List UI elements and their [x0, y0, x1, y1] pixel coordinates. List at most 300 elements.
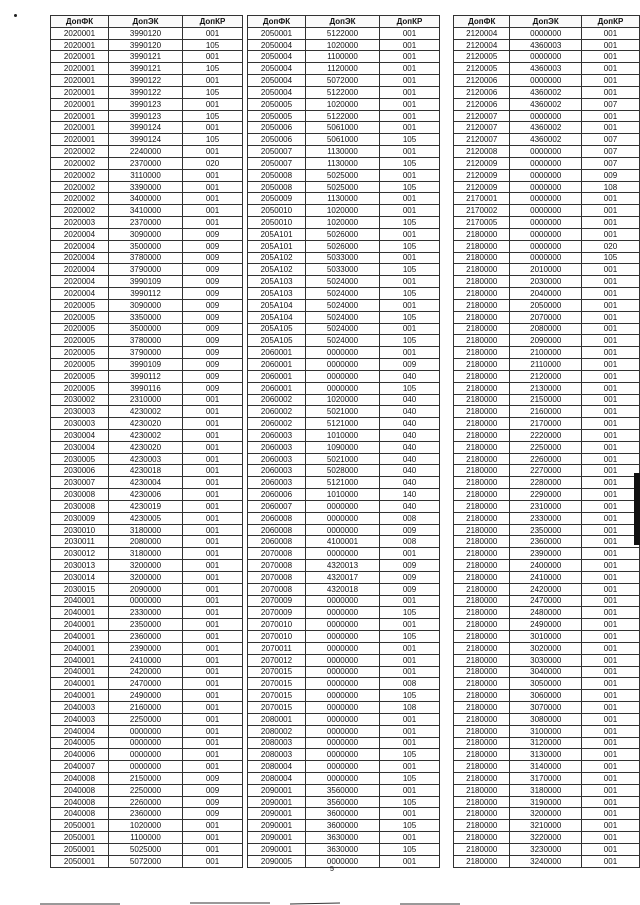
table-row: [51, 796, 243, 808]
cell-dopek: 2110000: [510, 359, 582, 371]
cell-dopfk: 2180000: [454, 276, 510, 288]
cell-dopek: 2280000: [510, 477, 582, 489]
cell-dopfk: 2040008: [51, 796, 109, 808]
table-row: [454, 453, 640, 465]
cell-dopek: 4360003: [510, 63, 582, 75]
cell-dopfk: 205А102: [248, 252, 306, 264]
cell-dopkr: 001: [581, 394, 639, 406]
cell-dopkr: 001: [581, 737, 639, 749]
table-row: [248, 619, 440, 631]
cell-dopek: 2310000: [109, 394, 183, 406]
table-row: [248, 548, 440, 560]
table-row: [248, 311, 440, 323]
cell-dopkr: 009: [183, 311, 243, 323]
cell-dopkr: 009: [183, 773, 243, 785]
cell-dopfk: 2040003: [51, 713, 109, 725]
cell-dopek: 5026000: [306, 240, 380, 252]
cell-dopek: 2410000: [109, 654, 183, 666]
cell-dopfk: 2070008: [248, 571, 306, 583]
table-row: [248, 406, 440, 418]
cell-dopek: 2260000: [109, 796, 183, 808]
cell-dopkr: 001: [581, 382, 639, 394]
cell-dopek: 2090000: [109, 583, 183, 595]
table-row: [248, 560, 440, 572]
cell-dopek: 0000000: [510, 51, 582, 63]
cell-dopfk: 2050010: [248, 205, 306, 217]
table-row: [51, 465, 243, 477]
cell-dopek: 3780000: [109, 252, 183, 264]
cell-dopfk: 2020005: [51, 299, 109, 311]
table-row: [51, 299, 243, 311]
cell-dopek: 3990123: [109, 98, 183, 110]
cell-dopfk: 2170005: [454, 217, 510, 229]
cell-dopkr: 001: [380, 855, 440, 867]
cell-dopfk: 2050001: [51, 843, 109, 855]
header-dopfk: ДопФК: [248, 16, 306, 28]
table-row: [51, 157, 243, 169]
table-row: [454, 429, 640, 441]
cell-dopek: 3100000: [510, 725, 582, 737]
table-row: [454, 583, 640, 595]
cell-dopkr: 105: [380, 631, 440, 643]
cell-dopek: 5025000: [306, 169, 380, 181]
cell-dopkr: 105: [380, 134, 440, 146]
cell-dopfk: 2050001: [51, 820, 109, 832]
cell-dopek: 5024000: [306, 311, 380, 323]
table-row: [51, 631, 243, 643]
cell-dopek: 3040000: [510, 666, 582, 678]
cell-dopkr: 001: [183, 429, 243, 441]
cell-dopfk: 2040007: [51, 761, 109, 773]
table-row: [248, 264, 440, 276]
cell-dopek: 0000000: [306, 702, 380, 714]
table-row: [454, 749, 640, 761]
table-row: [454, 228, 640, 240]
cell-dopkr: 001: [581, 39, 639, 51]
cell-dopek: 2240000: [109, 146, 183, 158]
cell-dopek: 3180000: [510, 784, 582, 796]
cell-dopek: 4360002: [510, 122, 582, 134]
cell-dopek: 5072000: [109, 855, 183, 867]
cell-dopek: 1100000: [109, 832, 183, 844]
table-row: [454, 761, 640, 773]
cell-dopek: 3030000: [510, 654, 582, 666]
cell-dopkr: 001: [183, 595, 243, 607]
cell-dopek: 2220000: [510, 429, 582, 441]
cell-dopek: 3200000: [510, 808, 582, 820]
table-row: [248, 98, 440, 110]
cell-dopkr: 001: [183, 75, 243, 87]
cell-dopek: 3990122: [109, 75, 183, 87]
table-row: [51, 394, 243, 406]
cell-dopfk: 2120009: [454, 169, 510, 181]
cell-dopkr: 001: [183, 548, 243, 560]
cell-dopek: 3990124: [109, 122, 183, 134]
cell-dopfk: 2080003: [248, 737, 306, 749]
cell-dopek: 0000000: [510, 217, 582, 229]
cell-dopfk: 2040001: [51, 690, 109, 702]
cell-dopkr: 009: [183, 299, 243, 311]
cell-dopkr: 001: [380, 323, 440, 335]
table-row: [454, 832, 640, 844]
table-row: [248, 642, 440, 654]
cell-dopkr: 007: [581, 157, 639, 169]
cell-dopek: 2470000: [510, 595, 582, 607]
table-row: [454, 359, 640, 371]
table-row: [248, 169, 440, 181]
cell-dopfk: 2180000: [454, 288, 510, 300]
cell-dopfk: 2180000: [454, 713, 510, 725]
cell-dopfk: 205А104: [248, 299, 306, 311]
table-row: [454, 725, 640, 737]
cell-dopek: 4230018: [109, 465, 183, 477]
table-row: [248, 134, 440, 146]
cell-dopek: 1130000: [306, 146, 380, 158]
table-row: [51, 288, 243, 300]
cell-dopkr: 001: [581, 690, 639, 702]
cell-dopek: 0000000: [306, 666, 380, 678]
cell-dopfk: 2090001: [248, 808, 306, 820]
cell-dopkr: 001: [183, 465, 243, 477]
cell-dopkr: 001: [581, 725, 639, 737]
cell-dopek: 4230020: [109, 441, 183, 453]
cell-dopek: 1090000: [306, 441, 380, 453]
cell-dopfk: 2080004: [248, 761, 306, 773]
cell-dopfk: 205А103: [248, 276, 306, 288]
cell-dopek: 3990124: [109, 134, 183, 146]
cell-dopfk: 2180000: [454, 654, 510, 666]
cell-dopek: 0000000: [306, 548, 380, 560]
cell-dopek: 2400000: [510, 560, 582, 572]
table-row: [454, 654, 640, 666]
cell-dopfk: 2180000: [454, 441, 510, 453]
cell-dopfk: 2070015: [248, 702, 306, 714]
cell-dopek: 2470000: [109, 678, 183, 690]
cell-dopek: 3500000: [109, 240, 183, 252]
cell-dopkr: 001: [581, 335, 639, 347]
table-row: [454, 843, 640, 855]
cell-dopek: 1120000: [306, 63, 380, 75]
cell-dopek: 0000000: [510, 205, 582, 217]
table-row: [454, 27, 640, 39]
cell-dopkr: 001: [380, 832, 440, 844]
cell-dopfk: 2180000: [454, 370, 510, 382]
table-row: [454, 382, 640, 394]
cell-dopek: 3220000: [510, 832, 582, 844]
cell-dopkr: 009: [183, 288, 243, 300]
cell-dopkr: 001: [380, 713, 440, 725]
table-row: [454, 619, 640, 631]
cell-dopek: 3090000: [109, 299, 183, 311]
cell-dopfk: 205А105: [248, 335, 306, 347]
cell-dopkr: 001: [380, 725, 440, 737]
cell-dopek: 3990112: [109, 288, 183, 300]
cell-dopek: 0000000: [306, 737, 380, 749]
header-dopek: ДопЭК: [510, 16, 582, 28]
code-table-2: [247, 15, 440, 868]
cell-dopkr: 001: [581, 441, 639, 453]
cell-dopkr: 001: [183, 571, 243, 583]
cell-dopfk: 2060008: [248, 536, 306, 548]
cell-dopfk: 2070011: [248, 642, 306, 654]
table-row: [51, 784, 243, 796]
cell-dopkr: 001: [581, 75, 639, 87]
cell-dopek: 5024000: [306, 323, 380, 335]
cell-dopfk: 2030008: [51, 489, 109, 501]
cell-dopfk: 2020005: [51, 382, 109, 394]
cell-dopfk: 2040004: [51, 725, 109, 737]
table-row: [248, 359, 440, 371]
cell-dopek: 2080000: [510, 323, 582, 335]
cell-dopkr: 001: [183, 98, 243, 110]
cell-dopek: 1020000: [306, 39, 380, 51]
cell-dopkr: 001: [380, 51, 440, 63]
cell-dopfk: 2040003: [51, 702, 109, 714]
cell-dopkr: 008: [380, 678, 440, 690]
cell-dopfk: 2020002: [51, 146, 109, 158]
table-row: [51, 75, 243, 87]
table-row: [248, 631, 440, 643]
cell-dopfk: 2040001: [51, 607, 109, 619]
cell-dopek: 0000000: [306, 855, 380, 867]
cell-dopkr: 001: [183, 713, 243, 725]
cell-dopek: 3990120: [109, 27, 183, 39]
table-row: [454, 240, 640, 252]
cell-dopkr: 105: [380, 607, 440, 619]
cell-dopkr: 001: [581, 347, 639, 359]
cell-dopfk: 2020004: [51, 288, 109, 300]
table-row: [454, 276, 640, 288]
cell-dopkr: 001: [183, 619, 243, 631]
cell-dopfk: 2180000: [454, 702, 510, 714]
scan-dot: [14, 14, 17, 17]
cell-dopkr: 001: [581, 264, 639, 276]
cell-dopek: 5026000: [306, 228, 380, 240]
table-row: [248, 678, 440, 690]
cell-dopkr: 001: [380, 27, 440, 39]
cell-dopkr: 105: [581, 252, 639, 264]
table-row: [248, 252, 440, 264]
cell-dopfk: 2050010: [248, 217, 306, 229]
cell-dopek: 4320018: [306, 583, 380, 595]
cell-dopkr: 009: [581, 169, 639, 181]
cell-dopfk: 2060003: [248, 453, 306, 465]
cell-dopfk: 2050001: [51, 855, 109, 867]
table-row: [454, 370, 640, 382]
table-row: [51, 560, 243, 572]
cell-dopkr: 001: [581, 86, 639, 98]
cell-dopkr: 007: [581, 98, 639, 110]
cell-dopfk: 2040001: [51, 654, 109, 666]
table-row: [454, 39, 640, 51]
scan-bottom-artifact: [40, 897, 600, 905]
cell-dopkr: 001: [183, 146, 243, 158]
cell-dopkr: 105: [380, 181, 440, 193]
cell-dopek: 2090000: [510, 335, 582, 347]
cell-dopfk: 2040001: [51, 631, 109, 643]
cell-dopkr: 009: [183, 359, 243, 371]
cell-dopfk: 2020002: [51, 193, 109, 205]
cell-dopek: 1130000: [306, 157, 380, 169]
cell-dopkr: 140: [380, 489, 440, 501]
cell-dopkr: 020: [183, 157, 243, 169]
cell-dopkr: 009: [183, 323, 243, 335]
table-row: [248, 855, 440, 867]
cell-dopfk: 2180000: [454, 560, 510, 572]
cell-dopfk: 2180000: [454, 299, 510, 311]
table-row: [51, 678, 243, 690]
cell-dopek: 0000000: [510, 110, 582, 122]
cell-dopfk: 2180000: [454, 359, 510, 371]
cell-dopfk: 2020002: [51, 205, 109, 217]
cell-dopfk: 2180000: [454, 394, 510, 406]
cell-dopek: 2070000: [510, 311, 582, 323]
cell-dopfk: 2180000: [454, 500, 510, 512]
cell-dopfk: 2050004: [248, 86, 306, 98]
table-row: [248, 240, 440, 252]
table-row: [454, 110, 640, 122]
cell-dopkr: 001: [380, 193, 440, 205]
table-row: [248, 843, 440, 855]
table-row: [51, 773, 243, 785]
cell-dopfk: 2020005: [51, 311, 109, 323]
table-row: [248, 205, 440, 217]
cell-dopfk: 2180000: [454, 796, 510, 808]
cell-dopfk: 2120007: [454, 134, 510, 146]
cell-dopfk: 2070010: [248, 631, 306, 643]
cell-dopfk: 2020004: [51, 228, 109, 240]
cell-dopkr: 001: [380, 75, 440, 87]
table-row: [454, 63, 640, 75]
cell-dopek: 5024000: [306, 299, 380, 311]
table-row: [248, 713, 440, 725]
table-row: [248, 784, 440, 796]
cell-dopkr: 001: [183, 607, 243, 619]
table-row: [454, 75, 640, 87]
table-row: [454, 465, 640, 477]
cell-dopkr: 001: [380, 666, 440, 678]
cell-dopfk: 2070015: [248, 678, 306, 690]
header-dopkr: ДопКР: [581, 16, 639, 28]
cell-dopkr: 001: [581, 678, 639, 690]
cell-dopfk: 2180000: [454, 690, 510, 702]
table-row: [51, 524, 243, 536]
cell-dopek: 3130000: [510, 749, 582, 761]
cell-dopkr: 001: [581, 524, 639, 536]
table-row: [454, 264, 640, 276]
cell-dopfk: 2180000: [454, 583, 510, 595]
cell-dopek: 0000000: [306, 749, 380, 761]
table-row: [248, 27, 440, 39]
cell-dopfk: 2020002: [51, 169, 109, 181]
table-row: [51, 347, 243, 359]
cell-dopfk: 2180000: [454, 347, 510, 359]
table-row: [248, 500, 440, 512]
cell-dopfk: 2180000: [454, 784, 510, 796]
cell-dopkr: 001: [183, 678, 243, 690]
cell-dopfk: 2020002: [51, 181, 109, 193]
cell-dopek: 2160000: [109, 702, 183, 714]
cell-dopkr: 001: [581, 749, 639, 761]
table-row: [454, 98, 640, 110]
cell-dopkr: 001: [380, 276, 440, 288]
table-row: [248, 193, 440, 205]
cell-dopfk: 2180000: [454, 642, 510, 654]
cell-dopfk: 2070008: [248, 560, 306, 572]
cell-dopek: 5061000: [306, 134, 380, 146]
cell-dopkr: 001: [183, 122, 243, 134]
cell-dopkr: 009: [183, 382, 243, 394]
cell-dopkr: 105: [380, 843, 440, 855]
page-number: 5: [330, 866, 334, 873]
cell-dopek: 4230006: [109, 489, 183, 501]
cell-dopek: 1020000: [306, 205, 380, 217]
cell-dopkr: 040: [380, 394, 440, 406]
cell-dopkr: 008: [380, 536, 440, 548]
cell-dopek: 0000000: [510, 169, 582, 181]
table-row: [454, 524, 640, 536]
table-row: [248, 489, 440, 501]
table-row: [454, 548, 640, 560]
cell-dopek: 3560000: [306, 796, 380, 808]
cell-dopfk: 2050004: [248, 63, 306, 75]
cell-dopek: 4230005: [109, 512, 183, 524]
header-dopek: ДопЭК: [109, 16, 183, 28]
cell-dopek: 3390000: [109, 181, 183, 193]
cell-dopkr: 001: [581, 560, 639, 572]
cell-dopfk: 2030008: [51, 500, 109, 512]
cell-dopek: 2290000: [510, 489, 582, 501]
cell-dopfk: 2180000: [454, 666, 510, 678]
table-row: [51, 134, 243, 146]
cell-dopfk: 2180000: [454, 571, 510, 583]
table-row: [454, 536, 640, 548]
cell-dopfk: 2180000: [454, 524, 510, 536]
cell-dopkr: 001: [183, 193, 243, 205]
table-row: [51, 98, 243, 110]
cell-dopfk: 2040006: [51, 749, 109, 761]
cell-dopek: 2490000: [510, 619, 582, 631]
cell-dopfk: 2170002: [454, 205, 510, 217]
cell-dopkr: 001: [581, 548, 639, 560]
cell-dopkr: 001: [581, 571, 639, 583]
cell-dopek: 3400000: [109, 193, 183, 205]
table-row: [51, 619, 243, 631]
cell-dopfk: 2030004: [51, 441, 109, 453]
cell-dopkr: 009: [183, 796, 243, 808]
cell-dopfk: 2050007: [248, 157, 306, 169]
table-row: [51, 335, 243, 347]
table-row: [248, 441, 440, 453]
cell-dopek: 0000000: [109, 761, 183, 773]
cell-dopfk: 2180000: [454, 382, 510, 394]
cell-dopek: 2010000: [510, 264, 582, 276]
cell-dopek: 2080000: [109, 536, 183, 548]
table-row: [454, 288, 640, 300]
cell-dopek: 5021000: [306, 406, 380, 418]
table-row: [51, 843, 243, 855]
table-row: [248, 477, 440, 489]
cell-dopek: 0000000: [306, 359, 380, 371]
cell-dopek: 4100001: [306, 536, 380, 548]
cell-dopfk: 2020001: [51, 39, 109, 51]
cell-dopfk: 2040001: [51, 666, 109, 678]
table-row: [454, 477, 640, 489]
table-row: [248, 382, 440, 394]
cell-dopfk: 2090001: [248, 784, 306, 796]
cell-dopkr: 001: [581, 666, 639, 678]
table-row: [51, 654, 243, 666]
